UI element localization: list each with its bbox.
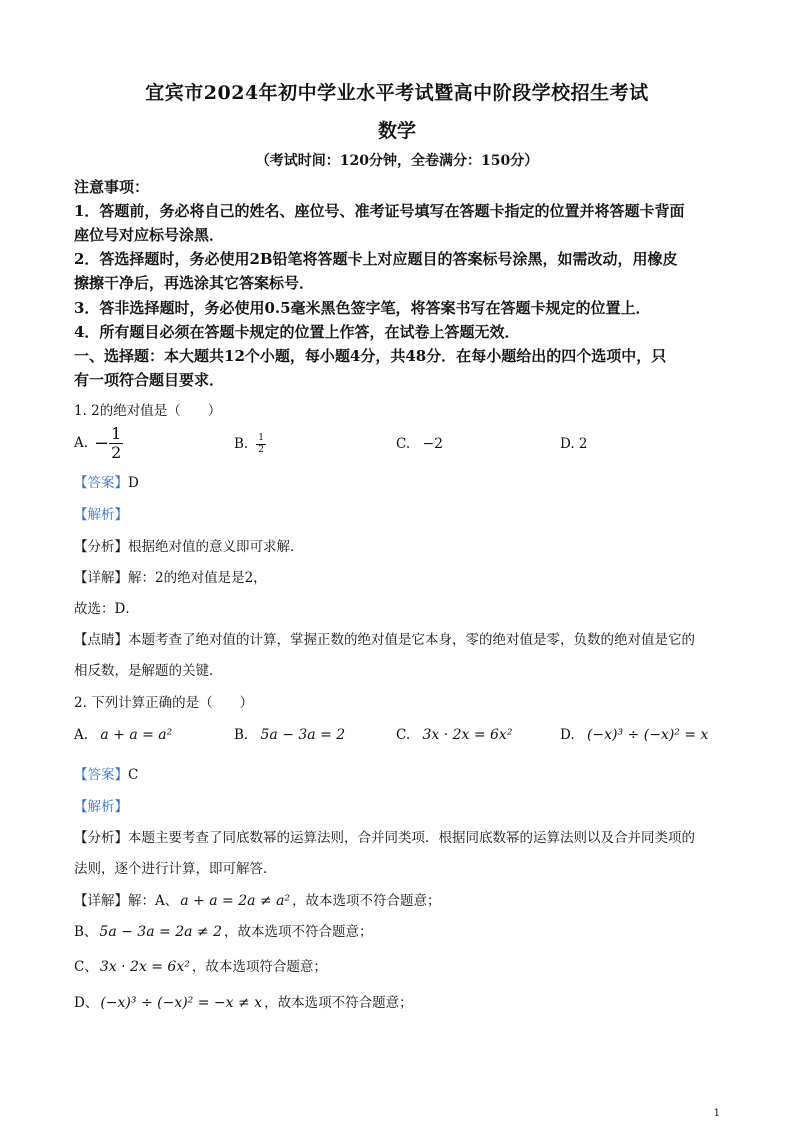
q2-xiangjie-a-suffix: ，故本选项不符合题意； [292,893,441,909]
q1-xiangjie-tag: 【详解】 [74,570,128,586]
q1-option-b [234,432,266,456]
q2-fenxi-line-1 [74,826,695,846]
q2-option-c-expr: 3x · 2x = 6x² [422,727,513,743]
q2-answer [74,763,138,783]
q1-fenxi [74,535,304,555]
q2-option-a-label: A. [74,727,89,743]
q2-option-c [396,727,512,743]
q1-fenxi-tag: 【分析】 [74,539,128,555]
q1-jiexi-tag: 【解析】 [74,507,128,523]
q2-option-b [234,727,345,743]
q1-option-c [396,436,443,452]
q1-xiangjie [74,566,267,586]
q1-dianjing-tag: 【点睛】 [74,632,128,648]
q2-c-suffix: ，故本选项符合题意； [191,959,327,975]
q2-b-suffix: ，故本选项不符合题意； [223,924,373,940]
q1-stem: 1. 2的绝对值是（ ） [74,403,222,419]
q1-answer-value: D [128,475,139,491]
q1-xiangjie-text: 解：2的绝对值是是2， [128,570,267,586]
q2-option-a-expr: a + a = a² [100,727,173,743]
q1-option-b-fraction [256,434,266,455]
q2-stem: 2. 下列计算正确的是（ ） [74,695,254,711]
q2-xiangjie-tag: 【详解】 [74,893,128,909]
time-info: （考试时间：120分钟，全卷满分：150分） [255,153,539,169]
notes-heading: 注意事项： [74,178,150,196]
note-line-5: 3．答非选择题时，务必使用0.5毫米黑色签字笔，将答案书写在答题卡规定的位置上． [74,299,651,317]
q2-xiangjie-a [74,889,441,909]
q1-option-b-numerator: 1 [258,432,264,443]
note-line-2: 座位号对应标号涂黑． [74,226,225,244]
section-line-2: 有一项符合题目要求． [74,371,225,389]
q1-option-a-sign: − [94,432,110,454]
q2-d-prefix: D、 [74,995,99,1011]
q2-d-detail-expr: (−x)³ ÷ (−x)² = −x ≠ x [100,995,263,1011]
q2-xiangjie-d [74,991,413,1011]
q1-answer-tag: 【答案】 [74,475,128,491]
q1-option-c-label: C. [396,436,411,452]
note-line-1: 1．答题前，务必将自己的姓名、座位号、准考证号填写在答题卡指定的位置并将答题卡背面 [74,202,685,220]
q2-c-detail-expr: 3x · 2x = 6x² [99,959,190,975]
section-line-1: 一、选择题：本大题共12个小题，每小题4分，共48分．在每小题给出的四个选项中，只 [74,347,667,365]
page-number: 1 [713,1108,720,1119]
q2-option-b-label: B. [234,727,249,743]
q2-fenxi-line-2: 法则，逐个进行计算，即可解答． [74,861,277,877]
q2-option-d [560,727,708,743]
note-line-4: 擦擦干净后，再选涂其它答案标号． [74,274,315,292]
q2-answer-value: C [128,767,139,783]
q2-xiangjie-c [74,955,327,975]
q2-b-detail-expr: 5a − 3a = 2a ≠ 2 [99,924,222,940]
q1-option-c-value: −2 [422,436,444,452]
q1-dianjing-line-1 [74,628,695,648]
q1-option-a [74,425,123,461]
q2-option-b-expr: 5a − 3a = 2 [260,727,346,743]
q1-option-a-numerator: 1 [111,423,122,443]
q1-option-b-label: B. [234,436,249,452]
q2-xiangjie-a-expr: a + a = 2a ≠ a² [180,893,291,909]
q2-option-a [74,727,172,743]
q1-option-b-denominator: 2 [258,444,264,455]
subject-title: 数学 [377,120,416,142]
q2-option-d-expr: (−x)³ ÷ (−x)² = x [586,727,709,743]
q2-option-c-label: C. [396,727,411,743]
q1-dianjing-line-2: 相反数，是解题的关键． [74,663,223,679]
q2-c-prefix: C、 [74,959,98,975]
q2-answer-tag: 【答案】 [74,767,128,783]
q2-xiangjie-b [74,920,372,940]
q2-fenxi-tag: 【分析】 [74,830,128,846]
q1-option-a-denominator: 2 [111,442,122,462]
note-line-6: 4．所有题目必须在答题卡规定的位置上作答，在试卷上答题无效． [74,323,520,341]
note-line-3: 2．答选择题时，务必使用2B铅笔将答题卡上对应题目的答案标号涂黑，如需改动，用橡皮 [74,250,678,268]
q1-answer [74,471,139,491]
q1-dianjing-text-1: 本题考查了绝对值的计算，掌握正数的绝对值是它本身，零的绝对值是零，负数的绝对值是它的 [128,632,695,648]
q1-option-a-fraction [109,423,123,462]
q2-fenxi-text-1: 本题主要考查了同底数幂的运算法则，合并同类项．根据同底数幂的运算法则以及合并同类项的 [128,830,695,846]
exam-title: 宜宾市2024年初中学业水平考试暨高中阶段学校招生考试 [145,82,649,104]
q2-xiangjie-a-prefix: 解：A、 [128,893,179,909]
q1-option-a-label: A. [74,435,89,451]
q2-b-prefix: B、 [74,924,98,940]
q2-d-suffix: ，故本选项不符合题意； [264,995,413,1011]
q1-option-d: D. 2 [560,436,588,452]
q1-guxuan: 故选：D． [74,601,139,617]
q2-option-d-label: D. [560,727,575,743]
q2-jiexi-tag: 【解析】 [74,799,128,815]
q1-fenxi-text: 根据绝对值的意义即可求解． [128,539,304,555]
